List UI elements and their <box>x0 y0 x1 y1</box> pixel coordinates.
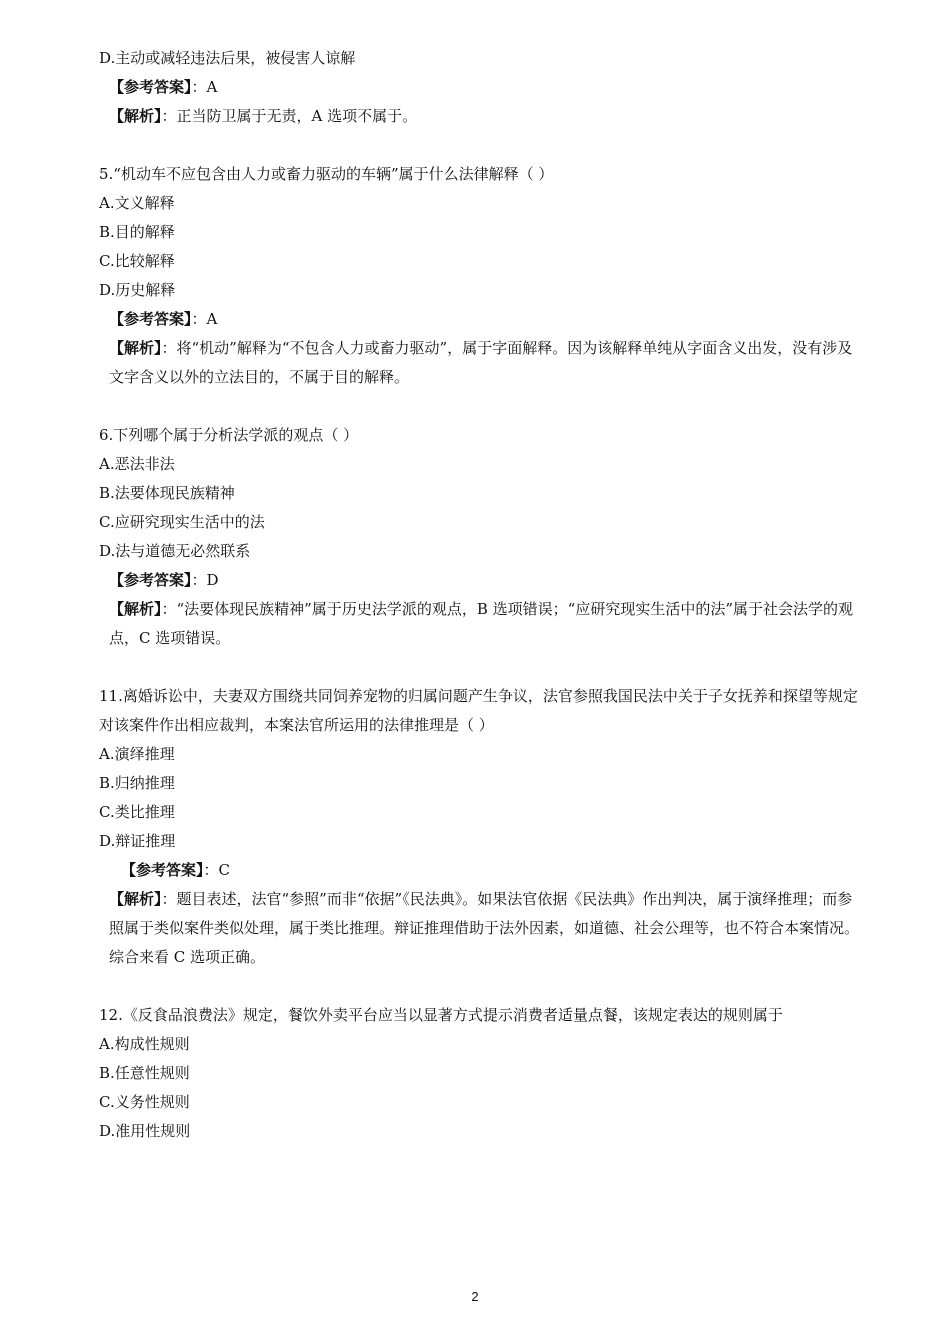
prev-analysis <box>99 102 859 131</box>
answer-label: 【参考答案】 <box>109 310 192 328</box>
question-6-option-a: A.恶法非法 <box>99 455 175 473</box>
analysis-label: 【解析】 <box>109 890 162 908</box>
spacer <box>99 653 859 682</box>
question-12-option-c: C.义务性规则 <box>99 1093 190 1111</box>
question-11-answer <box>99 856 859 885</box>
answer-value: C <box>218 861 231 879</box>
question-5-answer <box>99 305 859 334</box>
document-body <box>99 44 859 1146</box>
question-11-option-b: B.归纳推理 <box>99 774 175 792</box>
answer-value: D <box>206 571 219 589</box>
question-5-option-c: C.比较解释 <box>99 252 175 270</box>
question-6-option-d: D.法与道德无必然联系 <box>99 542 251 560</box>
analysis-text: ：题目表述，法官“参照”而非“依据”《民法典》。如果法官依据《民法典》作出判决，属于演绎推理；而参照属于类似案件类似处理，属于类比推理。辩证推理借助于法外因素，如道德、社会公理等，也不符合本案情况。综合来看 C 选项正确。 <box>109 890 860 966</box>
prev-answer <box>99 73 859 102</box>
question-6-answer <box>99 566 859 595</box>
question-12-option-a: A.构成性规则 <box>99 1035 190 1053</box>
answer-label: 【参考答案】 <box>109 571 192 589</box>
question-11-option-d: D.辩证推理 <box>99 832 176 850</box>
analysis-text: ：“法要体现民族精神”属于历史法学派的观点，B 选项错误；“应研究现实生活中的法”属于社会法学的观点，C 选项错误。 <box>109 600 853 647</box>
analysis-label: 【解析】 <box>109 339 162 357</box>
question-5-option-b: B.目的解释 <box>99 223 175 241</box>
question-5-analysis <box>99 334 859 392</box>
spacer <box>99 972 859 1001</box>
analysis-text: ：正当防卫属于无责，A 选项不属于。 <box>161 107 418 125</box>
answer-label: 【参考答案】 <box>109 78 192 96</box>
answer-value: A <box>206 310 218 328</box>
answer-value: A <box>206 78 218 96</box>
spacer <box>99 131 859 160</box>
question-5-stem: 5.“机动车不应包含由人力或畜力驱动的车辆”属于什么法律解释（ ） <box>99 165 554 183</box>
question-6-option-b: B.法要体现民族精神 <box>99 484 235 502</box>
spacer <box>99 392 859 421</box>
answer-separator: ： <box>191 571 207 589</box>
analysis-label: 【解析】 <box>109 600 162 618</box>
answer-separator: ： <box>203 861 219 879</box>
question-6-option-c: C.应研究现实生活中的法 <box>99 513 265 531</box>
page-number: 2 <box>471 1289 479 1304</box>
question-5-option-d: D.历史解释 <box>99 281 176 299</box>
answer-separator: ： <box>191 78 207 96</box>
question-11-stem: 11.离婚诉讼中，夫妻双方围绕共同饲养宠物的归属问题产生争议，法官参照我国民法中关于子女抚养和探望等规定对该案件作出相应裁判，本案法官所运用的法律推理是（ ） <box>99 687 858 734</box>
question-12-option-d: D.准用性规则 <box>99 1122 191 1140</box>
analysis-text: ：将“机动”解释为“不包含人力或畜力驱动”，属于字面解释。因为该解释单纯从字面含义出发，没有涉及文字含义以外的立法目的，不属于目的解释。 <box>109 339 853 386</box>
question-6-analysis <box>99 595 859 653</box>
analysis-label: 【解析】 <box>109 107 162 125</box>
question-6-stem: 6.下列哪个属于分析法学派的观点（ ） <box>99 426 359 444</box>
question-12-stem: 12.《反食品浪费法》规定，餐饮外卖平台应当以显著方式提示消费者适量点餐，该规定表达的规则属于 <box>99 1006 783 1024</box>
question-11-option-c: C.类比推理 <box>99 803 175 821</box>
answer-label: 【参考答案】 <box>121 861 204 879</box>
question-5-option-a: A.文义解释 <box>99 194 175 212</box>
prev-option-d: D.主动或减轻违法后果，被侵害人谅解 <box>99 49 356 67</box>
answer-separator: ： <box>191 310 207 328</box>
question-12-option-b: B.任意性规则 <box>99 1064 190 1082</box>
question-11-option-a: A.演绎推理 <box>99 745 175 763</box>
question-11-analysis <box>99 885 859 972</box>
